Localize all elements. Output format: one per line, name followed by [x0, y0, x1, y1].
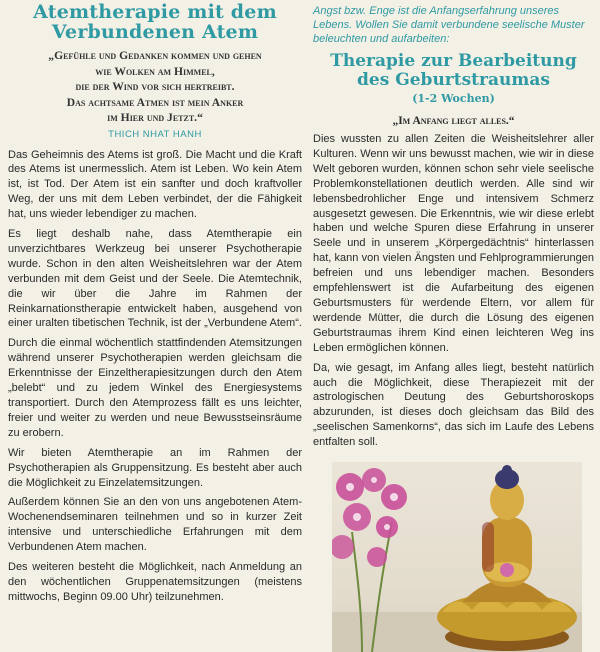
left-title-line1: Atemtherapie mit dem — [33, 1, 277, 23]
quote-line: die der Wind vor sich hertreibt. — [75, 80, 235, 93]
left-paragraph: Außerdem können Sie an den von uns angebotenen Atem-Wochenendseminaren teilnehmen und so in kurzer Zeit intensive und unterschiedliche Erfahrungen mit dem Verbundenen Atem machen. — [8, 496, 302, 554]
epigraph-quote — [8, 48, 302, 126]
quote-author: THICH NHAT HANH — [108, 128, 202, 140]
quote-line: „Gefühle und Gedanken kommen und gehen — [48, 49, 262, 62]
left-paragraph: Des weiteren besteht die Möglichkeit, nach Anmeldung an den wöchentlichen Gruppenatemsitzungen (meistens mittwochs, Beginn 09.00 Uhr) teilzunehmen. — [8, 561, 302, 603]
left-paragraph: Wir bieten Atemtherapie an im Rahmen der Psychotherapien als Gruppensitzung. Es besteht aber auch die Möglichkeit zu Einzelatemsitzungen. — [8, 446, 302, 489]
orchid-flowers — [332, 468, 407, 567]
right-column — [313, 0, 594, 455]
photo-illustration — [332, 462, 582, 652]
quote-line: wie Wolken am Himmel, — [95, 64, 215, 78]
right-title-line2: des Geburtstraumas — [357, 70, 550, 90]
right-paragraph: Dies wussten zu allen Zeiten die Weisheitslehrer aller Kulturen. Wenn wir uns bewusst machen, wie wir in diese Welt geboren wurden, können schon sehr viele seelische Problemkonstellationen deutlich werden. Alle sind wir lebensbedrohlicher Enge und intensivem Schmerz ausgesetzt gewesen. Die Erkenntnis, wie wir diese erlebt haben und welche Spuren diese Erfahrung in unserer Seele und in unserem „Körpergedächtnis“ hinterlassen hat, kann von vielen Ängsten und Fehlprogrammierungen befreien und uns lebendiger machen. Besonders empfehlenswert ist die Aufarbeitung des eigenen Geburtsmusters für werdende Eltern, vor allem für werdende Mütter, die durch die Lösung des eigenen Geburtstraumas ihrem Kind einen leichteren Weg ins Leben ermöglichen können. — [313, 133, 594, 354]
right-title-line1: Therapie zur Bearbeitung — [330, 51, 577, 71]
duration-subtitle: (1-2 Wochen) — [412, 92, 495, 105]
left-paragraph: Das Geheimnis des Atems ist groß. Die Macht und die Kraft des Atems ist unermesslich. Atem ist Leben. Wo kein Atem ist, ist Tod. Der Atem ist ein sanfter und doch kraftvoller Weg, der uns mit dem Leben verbindet, der die Fähigkeit hat, uns wieder lebendiger zu machen. — [8, 148, 302, 221]
left-column — [8, 0, 302, 610]
left-paragraph: Es liegt deshalb nahe, dass Atemtherapie ein unverzichtbares Werkzeug bei unserer Psychotherapie wurde. Schon in den alten Weisheitslehren war der Atem verbunden mit dem Geist und der Seele. Die Atemtechnik, die wir über die Jahre im Rahmen der Reinkarnationstherapie entwickelt haben, ausgehend von einer uralten tibetischen Technik, ist der „Verbundene Atem“. — [8, 228, 302, 330]
buddha-statue — [437, 465, 577, 651]
left-paragraph: Durch die einmal wöchentlich stattfindenden Atemsitzungen während unserer Psychotherapien werden gleichsam die Erkenntnisse der Einzeltherapiesitzungen durch den Atem „belebt“ und zu jedem Winkel des Energiesystems transportiert. Durch den Atemprozess fällt es uns leichter, freier und weiter zu werden und neue Bewusstseinsräume zu erobern. — [8, 337, 302, 439]
right-quote: „Im Anfang liegt alles.“ — [392, 115, 515, 127]
quote-line: im Hier und Jetzt.“ — [107, 111, 203, 124]
quote-line: Das achtsame Atmen ist mein Anker — [66, 95, 244, 109]
left-title — [8, 2, 302, 42]
buddha-orchid-photo — [332, 462, 582, 652]
right-title — [313, 52, 594, 90]
right-intro: Angst bzw. Enge ist die Anfangserfahrung unseres Lebens. Wollen Sie damit verbundene seelische Muster beleuchten und aufarbeiten: — [313, 5, 585, 45]
left-title-line2: Verbundenen Atem — [51, 21, 259, 43]
right-paragraph: Da, wie gesagt, im Anfang alles liegt, besteht natürlich auch die Möglichkeit, diese Therapiezeit mit der astrologischen Deutung des Geburtshoroskops abzurunden, ist dieses doch gleichsam das Bild des „seelischen Samenkorns“, das sich im Laufe des Lebens entfalten soll. — [313, 361, 594, 449]
